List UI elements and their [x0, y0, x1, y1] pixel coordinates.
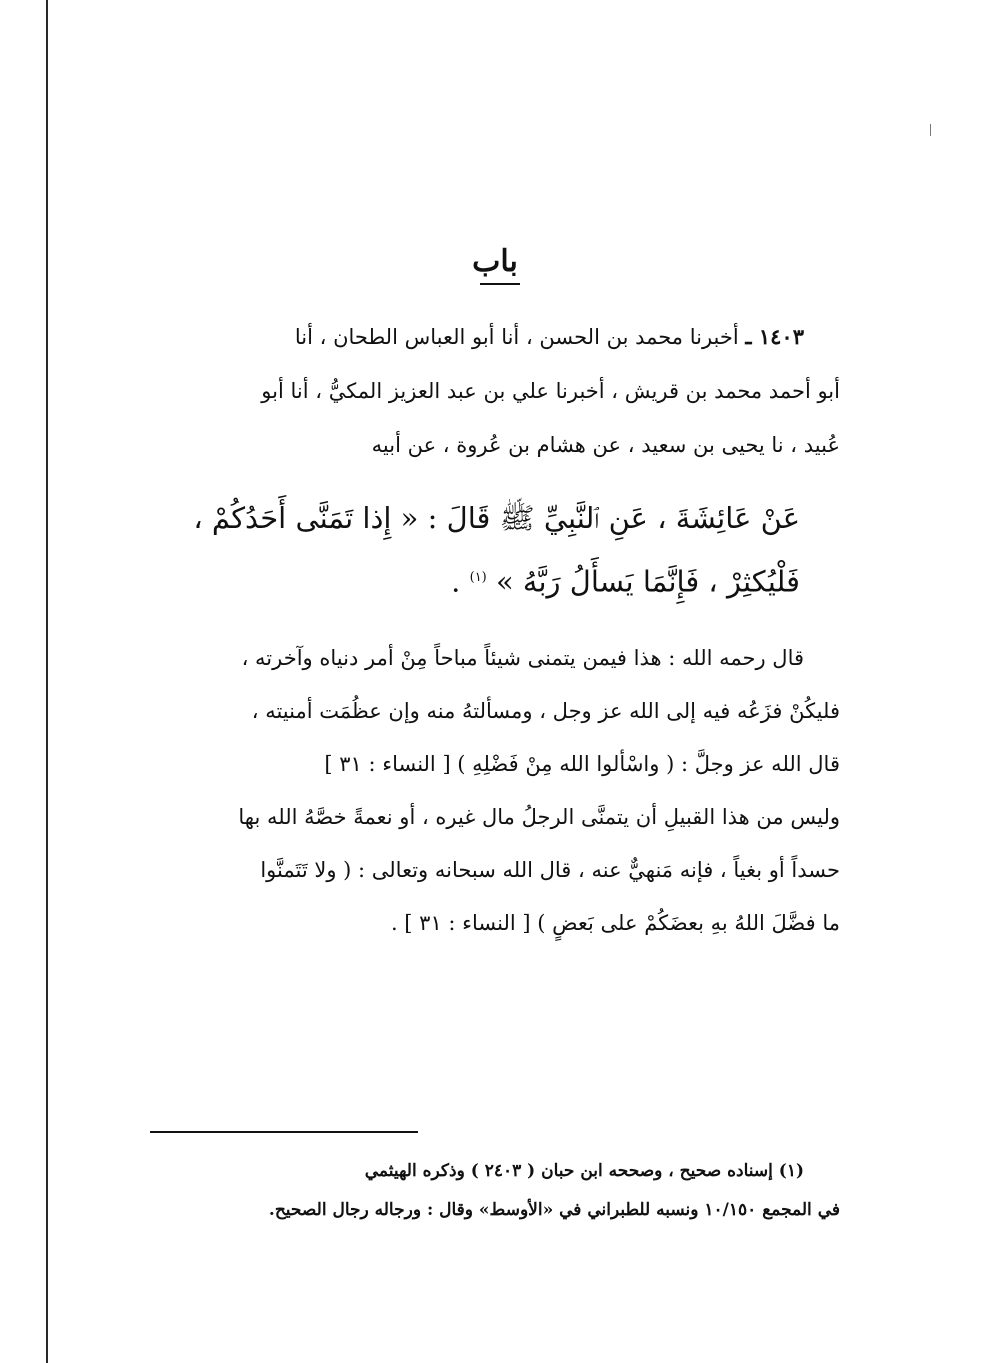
hadith-line-2	[150, 548, 800, 612]
commentary-line-5: حسداً أو بغياً ، فإنه مَنهيٌّ عنه ، قال الله سبحانه وتعالى : ( ولا تَتَمنَّوا	[260, 858, 840, 882]
footnote-reference: (١)	[469, 570, 487, 585]
scan-border-line	[46, 0, 48, 1363]
hadith-line-2-text: فَلْيُكثِرْ ، فَإِنَّمَا يَسأَلُ رَبَّهُ »	[495, 564, 800, 599]
footnote-line-1: (١) إسناده صحيح ، وصححه ابن حبان ( ٢٤٠٣ ) وذكره الهيثمي	[364, 1161, 804, 1181]
isnad-paragraph	[150, 310, 840, 472]
chapter-heading-underline	[480, 283, 520, 285]
hadith-text	[150, 488, 840, 612]
isnad-line-1-text: أخبرنا محمد بن الحسن ، أنا أبو العباس الطحان ، أنا	[294, 325, 739, 349]
commentary-line-1: قال رحمه الله : هذا فيمن يتمنى شيئاً مباحاً مِنْ أمر دنياه وآخرته ،	[241, 646, 804, 670]
footnote-line-2: في المجمع ١٠/١٥٠ ونسبه للطبراني في «الأوسط» وقال : ورجاله رجال الصحيح.	[268, 1200, 840, 1220]
hadith-number: ١٤٠٣ ـ	[745, 324, 804, 349]
commentary-paragraph	[150, 632, 840, 950]
commentary-line-6: ما فضَّلَ اللهُ بهِ بعضَكُمْ على بَعضٍ ) [ النساء : ٣١ ] .	[390, 911, 840, 935]
isnad-line-1	[150, 310, 840, 364]
commentary-line-2: فليكُنْ فزَعُه فيه إلى الله عز وجل ، ومسألتهُ منه وإن عظُمَت أمنيته ،	[251, 699, 840, 723]
footnote-separator	[150, 1131, 418, 1133]
hadith-line-1: عَنْ عَائِشَةَ ، عَنِ ٱلنَّبِيِّ ﷺ قَالَ : « إِذا تَمَنَّى أَحَدُكُمْ ،	[193, 501, 800, 535]
scan-mark	[930, 124, 931, 136]
commentary-line-3: قال الله عز وجلَّ : ( واسْألوا الله مِنْ فَضْلِهِ ) [ النساء : ٣١ ]	[324, 752, 840, 776]
chapter-heading: باب	[472, 244, 518, 279]
footnote	[150, 1152, 840, 1230]
hadith-end-mark: .	[451, 564, 461, 599]
book-page	[150, 0, 840, 1363]
commentary-line-4: وليس من هذا القبيلِ أن يتمنَّى الرجلُ مال غيره ، أو نعمةً خصَّهُ الله بها	[238, 805, 840, 829]
isnad-line-3: عُبيد ، نا يحيى بن سعيد ، عن هشام بن عُروة ، عن أبيه	[371, 433, 840, 457]
isnad-line-2: أبو أحمد محمد بن قريش ، أخبرنا علي بن عبد العزيز المكيُّ ، أنا أبو	[261, 379, 840, 403]
